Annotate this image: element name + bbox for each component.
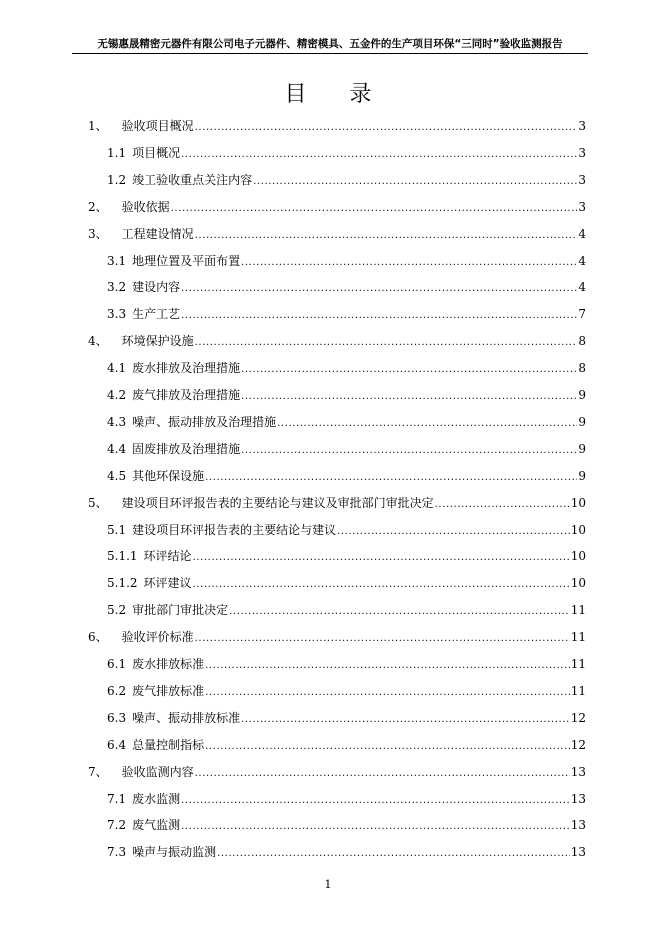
toc-entry-label: 总量控制指标 xyxy=(132,737,205,752)
toc-entry[interactable] xyxy=(107,302,586,322)
toc-entry-label: 建设项目环评报告表的主要结论与建议 xyxy=(132,522,337,537)
toc-entry-label: 环评结论 xyxy=(143,549,192,564)
toc-entry-page: 4 xyxy=(578,253,586,268)
toc-entry-page: 11 xyxy=(570,603,586,618)
toc-entry-page: 9 xyxy=(578,468,586,483)
toc-entry-page: 3 xyxy=(578,145,586,160)
toc-leader-dots xyxy=(193,575,570,591)
header-divider xyxy=(72,53,588,54)
toc-entry-page: 9 xyxy=(578,414,586,429)
toc-entry[interactable] xyxy=(107,706,586,726)
toc-entry-page: 11 xyxy=(570,683,586,698)
toc-entry-page: 4 xyxy=(578,280,586,295)
toc-entry-number: 7.1 xyxy=(107,791,127,806)
toc-leader-dots xyxy=(277,414,577,430)
toc-entry-number: 3.3 xyxy=(107,307,127,322)
toc-leader-dots xyxy=(241,360,577,376)
toc-leader-dots xyxy=(193,548,570,564)
toc-entry-label: 竣工验收重点关注内容 xyxy=(132,172,253,187)
toc-entry-page: 9 xyxy=(578,388,586,402)
toc-entry[interactable] xyxy=(88,491,586,511)
toc-entry-number: 1、 xyxy=(88,119,108,133)
toc-entry[interactable] xyxy=(107,356,586,376)
toc-leader-dots xyxy=(205,656,570,672)
toc-entry-page: 13 xyxy=(570,764,586,779)
toc-leader-dots xyxy=(181,279,577,295)
toc-entry[interactable] xyxy=(107,813,586,833)
toc-entry[interactable] xyxy=(107,840,586,860)
toc-entry-page: 13 xyxy=(570,818,586,833)
toc-entry-label: 废水监测 xyxy=(132,791,181,806)
toc-entry-label: 验收项目概况 xyxy=(121,119,194,133)
toc-entry[interactable] xyxy=(107,679,586,699)
toc-entry-label: 废气排放标准 xyxy=(132,683,205,698)
running-header: 无锡惠晟精密元器件有限公司电子元器件、精密模具、五金件的生产项目环保“三同时”验收监测报告 xyxy=(97,38,563,50)
toc-entry-number: 3、 xyxy=(88,226,108,241)
toc-entry[interactable] xyxy=(88,760,586,780)
toc-entry-label: 废水排放及治理措施 xyxy=(132,361,241,376)
toc-entry-page: 10 xyxy=(570,522,586,537)
toc-entry-label: 废水排放标准 xyxy=(132,657,205,671)
toc-entry-number: 6.3 xyxy=(107,710,127,725)
toc-entry-page: 10 xyxy=(570,495,586,510)
toc-entry[interactable] xyxy=(107,787,586,807)
toc-title: 目 录 xyxy=(284,82,390,107)
toc-leader-dots xyxy=(241,387,577,403)
toc-entry-page: 11 xyxy=(570,657,586,671)
toc-entry-label: 废气排放及治理措施 xyxy=(132,388,241,402)
toc-entry-label: 验收评价标准 xyxy=(121,630,194,645)
toc-entry-number: 7、 xyxy=(88,764,108,779)
toc-leader-dots xyxy=(195,118,578,134)
toc-entry-number: 6.4 xyxy=(107,737,127,752)
toc-entry-page: 8 xyxy=(578,361,586,376)
toc-entry-number: 4、 xyxy=(88,334,108,349)
toc-entry-label: 噪声与振动监测 xyxy=(132,845,217,860)
toc-leader-dots xyxy=(181,145,577,161)
toc-entry-number: 5、 xyxy=(88,495,108,510)
toc-leader-dots xyxy=(217,844,570,860)
toc-entry-label: 噪声、振动排放标准 xyxy=(132,710,241,725)
toc-entry-page: 8 xyxy=(578,334,586,349)
toc-entry-number: 1.1 xyxy=(107,145,127,160)
toc-entry-label: 建设内容 xyxy=(132,280,181,295)
toc-leader-dots xyxy=(195,333,578,349)
toc-leader-dots xyxy=(205,737,570,753)
toc-entry[interactable] xyxy=(107,168,586,188)
toc-leader-dots xyxy=(195,629,570,645)
toc-entry[interactable] xyxy=(107,652,586,672)
toc-entry-number: 1.2 xyxy=(107,172,127,187)
toc-entry[interactable] xyxy=(107,275,586,295)
toc-entry[interactable] xyxy=(107,249,586,269)
toc-entry[interactable] xyxy=(107,464,586,484)
toc-leader-dots xyxy=(435,495,570,511)
toc-entry-label: 生产工艺 xyxy=(132,307,181,322)
toc-leader-dots xyxy=(181,306,577,322)
toc-leader-dots xyxy=(241,253,577,269)
toc-entry-number: 3.2 xyxy=(107,280,127,295)
toc-entry-page: 3 xyxy=(578,172,586,187)
toc-entry-label: 环评建议 xyxy=(143,576,192,591)
toc-entry-page: 10 xyxy=(570,576,586,591)
toc-entry-label: 噪声、振动排放及治理措施 xyxy=(132,414,277,429)
toc-entry[interactable] xyxy=(107,383,586,403)
toc-entry[interactable] xyxy=(107,571,586,591)
toc-entry-number: 4.4 xyxy=(107,441,127,456)
toc-entry-label: 项目概况 xyxy=(132,145,181,160)
toc-entry-number: 6、 xyxy=(88,630,108,645)
toc-entry-page: 3 xyxy=(578,199,586,214)
toc-entry-label: 建设项目环评报告表的主要结论与建议及审批部门审批决定 xyxy=(121,495,434,510)
toc-entry-label: 审批部门审批决定 xyxy=(132,603,229,618)
toc-entry-number: 6.2 xyxy=(107,683,127,698)
toc-entry-number: 4.1 xyxy=(107,361,127,376)
toc-leader-dots xyxy=(229,602,570,618)
toc-leader-dots xyxy=(205,683,570,699)
toc-entry-label: 其他环保设施 xyxy=(132,468,205,483)
toc-entry-number: 7.2 xyxy=(107,818,127,833)
page-number: 1 xyxy=(324,878,332,891)
toc-leader-dots xyxy=(241,710,570,726)
toc-entry-label: 验收依据 xyxy=(121,199,170,214)
toc-entry[interactable] xyxy=(88,329,586,349)
toc-entry[interactable] xyxy=(107,598,586,618)
toc-entry-number: 6.1 xyxy=(107,657,127,671)
toc-entry-number: 4.2 xyxy=(107,388,127,402)
toc-entry-number: 2、 xyxy=(88,199,108,214)
toc-entry-page: 10 xyxy=(570,549,586,564)
toc-entry-label: 地理位置及平面布置 xyxy=(132,253,241,268)
toc-entry-page: 3 xyxy=(578,119,586,133)
toc-entry-label: 工程建设情况 xyxy=(121,226,194,241)
toc-entry-page: 12 xyxy=(570,710,586,725)
toc-entry[interactable] xyxy=(88,222,586,242)
toc-entry-number: 5.1.2 xyxy=(107,576,138,591)
toc-entry-label: 废气监测 xyxy=(132,818,181,833)
toc-entry-number: 7.3 xyxy=(107,845,127,860)
toc-entry-page: 7 xyxy=(578,307,586,322)
toc-entry-label: 验收监测内容 xyxy=(121,764,194,779)
toc-entry[interactable] xyxy=(107,437,586,457)
toc-entry[interactable] xyxy=(107,544,586,564)
toc-leader-dots xyxy=(195,764,570,780)
toc-leader-dots xyxy=(181,791,570,807)
toc-entry-page: 13 xyxy=(570,791,586,806)
toc-leader-dots xyxy=(181,817,570,833)
toc-leader-dots xyxy=(195,226,578,242)
toc-leader-dots xyxy=(205,468,577,484)
toc-entry-number: 4.5 xyxy=(107,468,127,483)
toc-entry-number: 3.1 xyxy=(107,253,127,268)
toc-leader-dots xyxy=(171,199,578,215)
toc-entry[interactable] xyxy=(107,518,586,538)
toc-entry-number: 5.1 xyxy=(107,522,127,537)
toc-leader-dots xyxy=(337,522,570,538)
toc-entry-label: 环境保护设施 xyxy=(121,334,194,349)
toc-leader-dots xyxy=(253,172,577,188)
toc-entry-number: 5.2 xyxy=(107,603,127,618)
toc-entry[interactable] xyxy=(107,733,586,753)
toc-entry-page: 12 xyxy=(570,737,586,752)
toc-entry[interactable] xyxy=(88,114,586,134)
toc-entry-label: 固废排放及治理措施 xyxy=(132,441,241,456)
toc-entry-page: 13 xyxy=(570,845,586,860)
toc-entry[interactable] xyxy=(88,625,586,645)
toc-entry[interactable] xyxy=(88,195,586,215)
toc-entry-page: 9 xyxy=(578,441,586,456)
toc-entry[interactable] xyxy=(107,410,586,430)
toc-entry[interactable] xyxy=(107,141,586,161)
toc-entry-page: 11 xyxy=(570,630,586,645)
toc-entry-number: 4.3 xyxy=(107,414,127,429)
toc-leader-dots xyxy=(241,441,577,457)
toc-entry-page: 4 xyxy=(578,226,586,241)
toc-entry-number: 5.1.1 xyxy=(107,549,138,564)
